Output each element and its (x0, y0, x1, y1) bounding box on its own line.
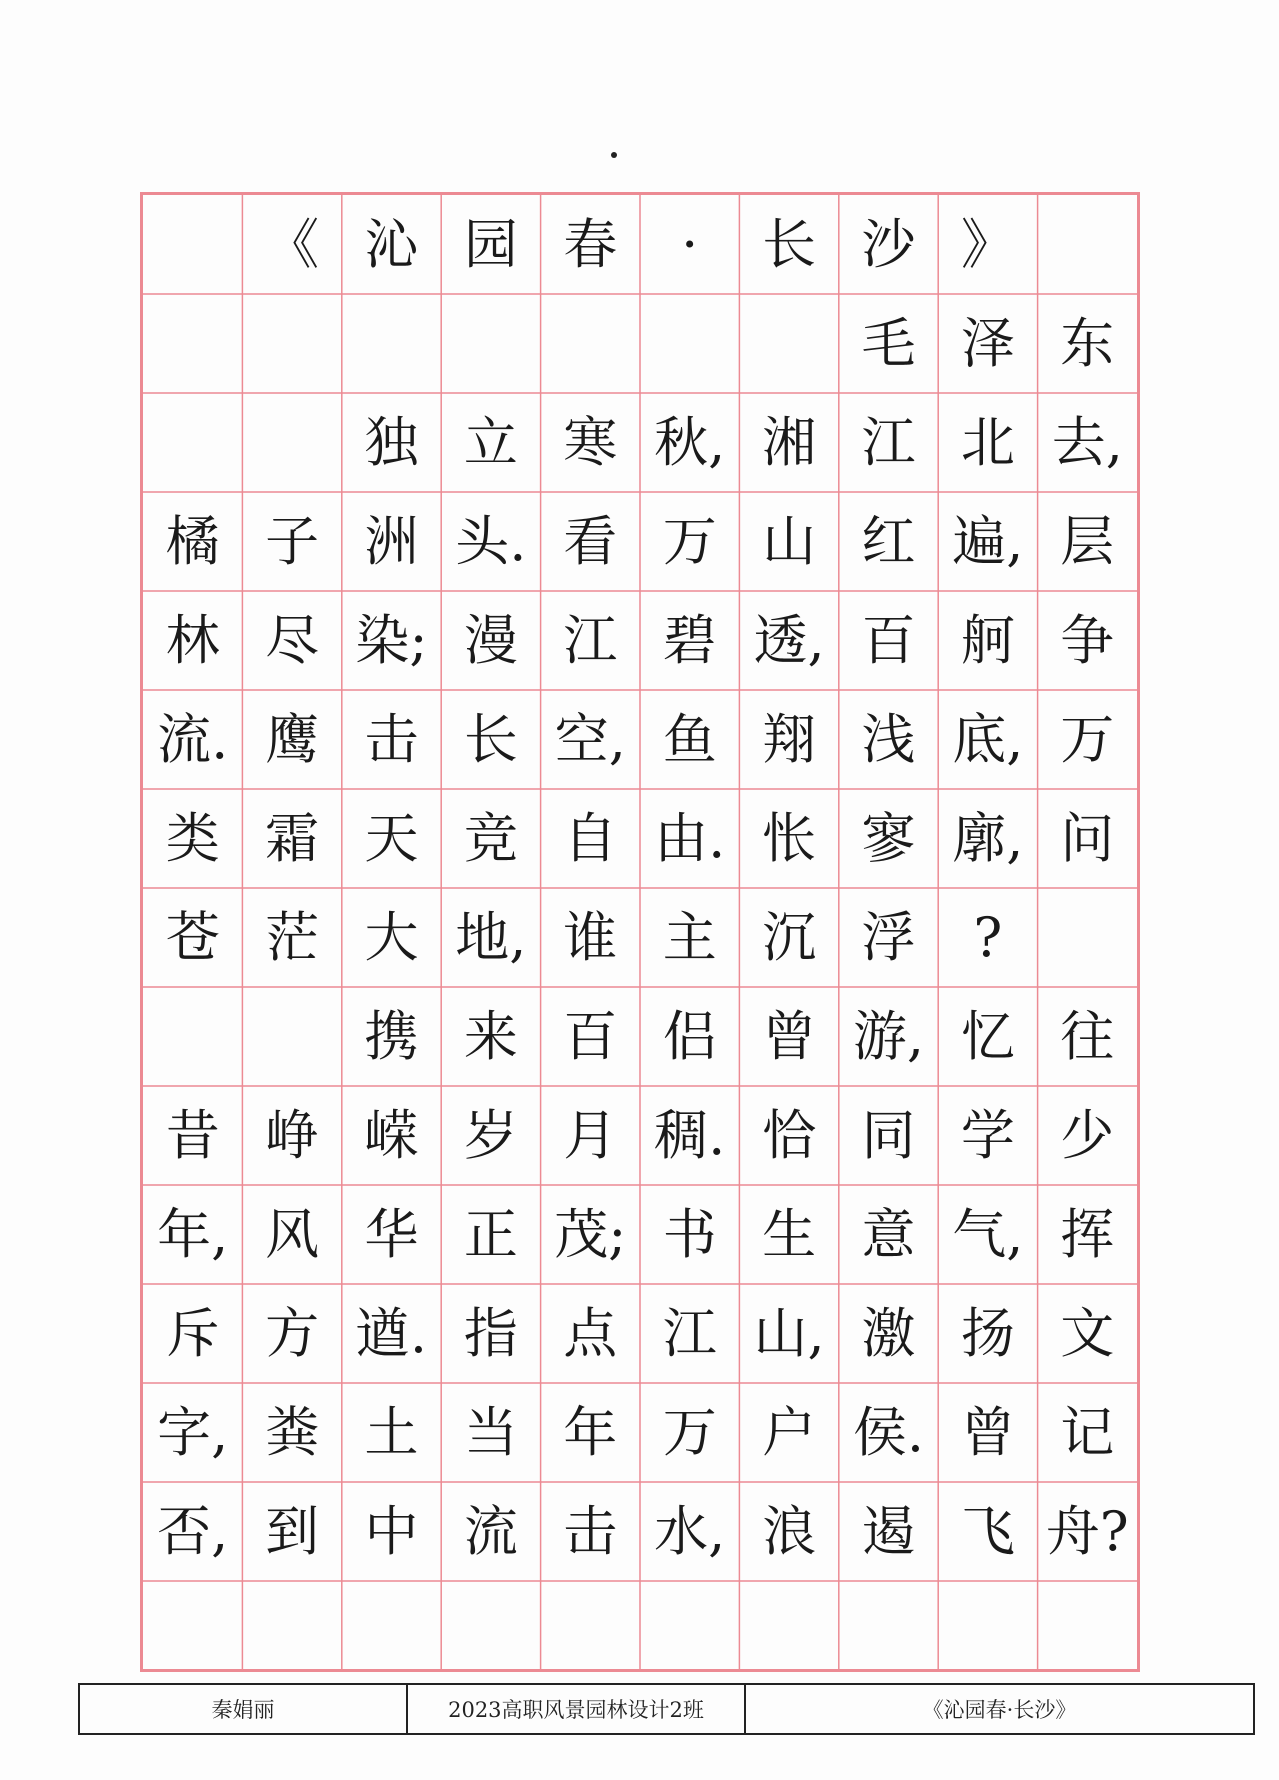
grid-cell: 鱼 (662, 707, 717, 771)
grid-cell: 正 (463, 1202, 518, 1266)
grid-cell: 浪 (762, 1499, 817, 1563)
grid-cell: 沙 (861, 212, 916, 276)
grid-cell: 竞 (463, 806, 518, 870)
grid-cell: 碧 (662, 608, 717, 672)
grid-cell: 少 (1060, 1103, 1115, 1167)
grid-cell: 园 (463, 212, 518, 276)
footer-class-name: 2023高职风景园林设计2班 (408, 1685, 746, 1733)
grid-cell: 天 (364, 806, 419, 870)
grid-cell: 长 (463, 707, 518, 771)
grid-cell: 遍, (952, 509, 1024, 573)
grid-cell: 东 (1060, 311, 1115, 375)
grid-cell: 染; (355, 608, 428, 672)
grid-cell: 山 (762, 509, 817, 573)
grid-cell: 华 (364, 1202, 419, 1266)
grid-cell: 茂; (554, 1202, 627, 1266)
grid-cell: 到 (265, 1499, 320, 1563)
grid-cell: 学 (960, 1103, 1015, 1167)
grid-cell: 当 (463, 1400, 518, 1464)
grid-cell (143, 195, 242, 294)
grid-cell: 》 (960, 212, 1015, 276)
grid-cell: 遒. (355, 1301, 428, 1365)
grid-cell: 地, (455, 905, 527, 969)
grid-cell: 寒 (563, 410, 618, 474)
grid-cell: 万 (1060, 707, 1115, 771)
grid-cell: 飞 (960, 1499, 1015, 1563)
grid-cell: 《 (265, 212, 320, 276)
grid-cell: 霜 (265, 806, 320, 870)
grid-cell: 侯. (852, 1400, 925, 1464)
grid-cell: 空, (554, 707, 626, 771)
grid-cell: 百 (563, 1004, 618, 1068)
grid-cell (541, 294, 640, 393)
grid-cell (441, 294, 540, 393)
grid-cell: 长 (762, 212, 817, 276)
grid-cell: 年 (563, 1400, 618, 1464)
grid-cell: 子 (265, 509, 320, 573)
grid-cell: 泽 (960, 311, 1015, 375)
grid-cell: 透, (753, 608, 825, 672)
grid-cell: 秋, (654, 410, 726, 474)
grid-cell: ? (973, 905, 1003, 969)
grid-cell: 浮 (861, 905, 916, 969)
grid-cell: 恰 (762, 1103, 817, 1167)
grid-cell: 橘 (165, 509, 220, 573)
grid-cell: 月 (563, 1103, 618, 1167)
grid-cell: 江 (861, 410, 916, 474)
grid-cell: 方 (265, 1301, 320, 1365)
grid-cell: 鹰 (265, 707, 320, 771)
grid-cell: 游, (852, 1004, 925, 1068)
grid-cell: 气, (952, 1202, 1024, 1266)
grid-cell: 字, (157, 1400, 229, 1464)
grid-cell: 户 (762, 1400, 817, 1464)
grid-cell (242, 294, 341, 393)
grid-cell: 指 (463, 1301, 518, 1365)
grid-cell: 文 (1060, 1301, 1115, 1365)
grid-cell: 携 (364, 1004, 419, 1068)
grid-cell: 万 (662, 1400, 717, 1464)
grid-cell: 岁 (463, 1103, 518, 1167)
grid-cell: 翔 (762, 707, 817, 771)
grid-cell: 峥 (265, 1103, 320, 1167)
grid-cell: 遏 (861, 1499, 916, 1563)
grid-cell: 洲 (364, 509, 419, 573)
grid-cell (640, 294, 739, 393)
grid-cell: 扬 (960, 1301, 1015, 1365)
grid-cell: 来 (463, 1004, 518, 1068)
grid-cell: 去, (1051, 410, 1123, 474)
grid-cell: 百 (861, 608, 916, 672)
footer-table (78, 1683, 1255, 1735)
grid-cell (242, 987, 341, 1086)
grid-cell: 寥 (861, 806, 916, 870)
grid-cell: 挥 (1060, 1202, 1115, 1266)
grid-cell: 独 (364, 410, 419, 474)
grid-cell: 舟? (1045, 1499, 1129, 1563)
grid-cell: 看 (563, 509, 618, 573)
grid-cell: · (681, 212, 699, 276)
grid-cell: 大 (364, 905, 419, 969)
grid-cell: 漫 (463, 608, 518, 672)
grid-cell: 江 (662, 1301, 717, 1365)
grid-cell: 层 (1060, 509, 1115, 573)
grid-cell: 激 (861, 1301, 916, 1365)
grid-cell: 风 (265, 1202, 320, 1266)
grid-cell: 点 (563, 1301, 618, 1365)
grid-cell: 红 (861, 509, 916, 573)
grid-cell: 主 (662, 905, 717, 969)
grid-cell: 苍 (165, 905, 220, 969)
grid-cell: 尽 (265, 608, 320, 672)
grid-cell: 否, (157, 1499, 229, 1563)
grid-cell (143, 294, 242, 393)
ink-dot (611, 152, 617, 158)
grid-cell: 舸 (960, 608, 1015, 672)
grid-cell: 斥 (165, 1301, 220, 1365)
grid-cell: 林 (165, 608, 220, 672)
grid-cell: 曾 (960, 1400, 1015, 1464)
grid-cell: 万 (662, 509, 717, 573)
grid-cell: 沉 (762, 905, 817, 969)
grid-cell: 争 (1060, 608, 1115, 672)
grid-cell: 稠. (654, 1103, 726, 1167)
grid-cells (143, 195, 1137, 1581)
grid-cell: 问 (1060, 806, 1115, 870)
grid-cell: 土 (364, 1400, 419, 1464)
calligraphy-grid (140, 192, 1140, 1672)
grid-cell: 嵘 (364, 1103, 419, 1167)
grid-cell: 浅 (861, 707, 916, 771)
grid-cell: 沁 (364, 212, 419, 276)
grid-cell: 廓, (952, 806, 1024, 870)
grid-cell: 由. (654, 806, 726, 870)
grid-cell: 流 (463, 1499, 518, 1563)
grid-cell: 粪 (265, 1400, 320, 1464)
grid-cell: 类 (165, 806, 220, 870)
grid-cell: 侣 (662, 1004, 717, 1068)
grid-cell: 底, (952, 707, 1024, 771)
grid-cell: 击 (563, 1499, 618, 1563)
grid-cell: 记 (1060, 1400, 1115, 1464)
grid-cell: 曾 (762, 1004, 817, 1068)
grid-cell: 昔 (165, 1103, 220, 1167)
grid-cell (1038, 195, 1137, 294)
grid-cell: 自 (563, 806, 618, 870)
grid-cell (143, 987, 242, 1086)
grid-cell: 击 (364, 707, 419, 771)
grid-cell: 怅 (762, 806, 817, 870)
footer-student-name: 秦娟丽 (80, 1685, 408, 1733)
grid-cell: 生 (762, 1202, 817, 1266)
grid-cell: 年, (157, 1202, 229, 1266)
grid-cell: 头. (455, 509, 527, 573)
grid-cell (143, 393, 242, 492)
grid-cell (1038, 888, 1137, 987)
grid-cell: 中 (364, 1499, 419, 1563)
grid-cell: 同 (861, 1103, 916, 1167)
grid-cell (342, 294, 441, 393)
footer-work-title: 《沁园春·长沙》 (922, 1698, 1077, 1722)
grid-cell: 往 (1060, 1004, 1115, 1068)
grid-cell: 书 (662, 1202, 717, 1266)
grid-cell: 立 (463, 410, 518, 474)
grid-cell: 忆 (960, 1004, 1015, 1068)
grid-cell: 水, (654, 1499, 726, 1563)
grid-cell: 意 (861, 1202, 916, 1266)
grid-cell: 湘 (762, 410, 817, 474)
grid-cell: 山, (753, 1301, 825, 1365)
grid-cell: 流. (157, 707, 229, 771)
grid-cell (739, 294, 838, 393)
grid-cell: 江 (563, 608, 618, 672)
grid-cell: 谁 (563, 905, 618, 969)
grid-cell: 北 (960, 410, 1015, 474)
grid-cell: 茫 (265, 905, 320, 969)
grid-cell: 毛 (861, 311, 916, 375)
grid-cell: 春 (563, 212, 618, 276)
grid-cell (242, 393, 341, 492)
